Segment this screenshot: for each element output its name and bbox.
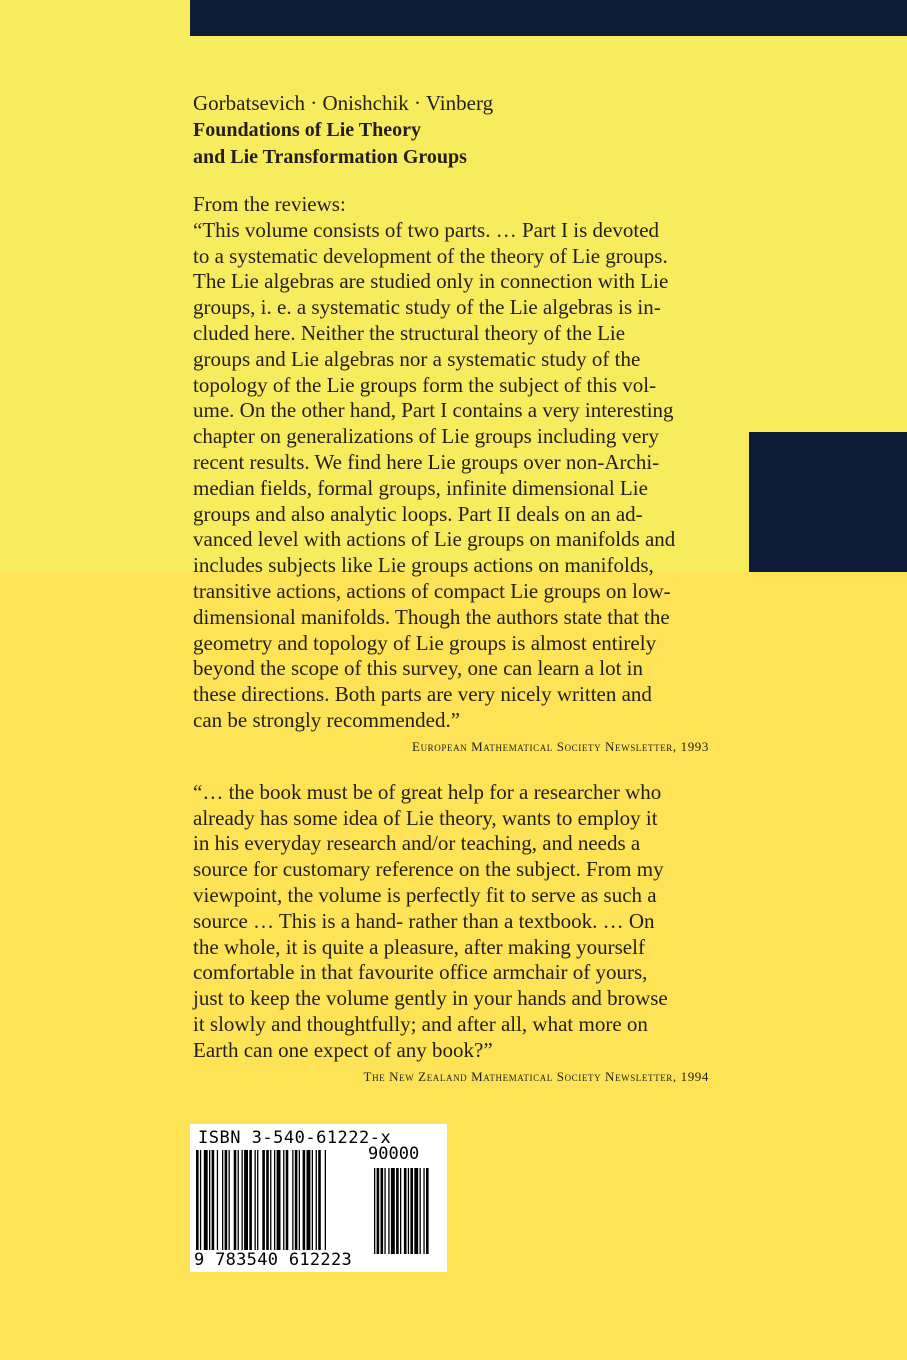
barcode-bar <box>312 1150 313 1250</box>
review-2-line: comfortable in that favourite office armchair of yours, <box>193 960 648 985</box>
review-2-text <box>193 780 723 1064</box>
review-2-line: just to keep the volume gently in your hands and browse <box>193 986 668 1011</box>
review-1-line: to a systematic development of the theory of Lie groups. <box>193 243 668 268</box>
review-1-line: these directions. Both parts are very nicely written and <box>193 682 652 707</box>
barcode-bar <box>212 1150 215 1250</box>
review-2-line: it slowly and thoughtfully; and after all, what more on <box>193 1011 648 1036</box>
review-1-line: groups, i. e. a systematic study of the Lie algebras is in- <box>193 295 661 320</box>
review-2-line: Earth can one expect of any book?” <box>193 1037 493 1062</box>
barcode-addon-bar <box>420 1168 421 1254</box>
review-1-line: beyond the scope of this survey, one can learn a lot in <box>193 656 644 681</box>
review-2-line: source for customary reference on the subject. From my <box>193 857 664 882</box>
barcode-bar <box>303 1150 306 1250</box>
right-navy-block <box>749 432 907 572</box>
barcode-addon-bar <box>410 1168 413 1254</box>
barcode-bar <box>277 1150 281 1250</box>
review-2-source: The New Zealand Mathematical Society Newsletter, 1994 <box>363 1068 709 1084</box>
barcode-bar <box>283 1150 284 1250</box>
barcode-bar <box>249 1150 252 1250</box>
barcode-bar <box>262 1150 265 1250</box>
barcode-bar <box>270 1150 271 1250</box>
barcode-bar <box>266 1150 269 1250</box>
review-1-line: groups and Lie algebras nor a systematic study of the <box>193 346 641 371</box>
barcode-addon-bar <box>384 1168 385 1254</box>
barcode-bar <box>295 1150 298 1250</box>
barcode-bar <box>217 1150 218 1250</box>
review-2-line: the whole, it is quite a pleasure, after making yourself <box>193 934 645 959</box>
barcode-bar <box>242 1150 243 1250</box>
review-1-line: median fields, formal groups, infinite dimensional Lie <box>193 475 648 500</box>
barcode-bar <box>222 1150 223 1250</box>
review-2-line: already has some idea of Lie theory, wants to employ it <box>193 805 658 830</box>
barcode-bar <box>234 1150 237 1250</box>
barcode-bar <box>238 1150 239 1250</box>
barcode-bar <box>255 1150 256 1250</box>
top-navy-bar <box>190 0 907 36</box>
barcode-bar <box>325 1150 326 1250</box>
barcode-addon-bar <box>408 1168 409 1254</box>
review-2-line: in his everyday research and/or teaching, and needs a <box>193 831 641 856</box>
barcode-addon-bar <box>388 1168 389 1254</box>
review-1-line: The Lie algebras are studied only in connection with Lie <box>193 269 669 294</box>
barcode-bar <box>299 1150 300 1250</box>
barcode-bar <box>316 1150 317 1250</box>
review-2-line: viewpoint, the volume is perfectly fit to serve as such a <box>193 882 657 907</box>
barcode-addon-bar <box>381 1168 384 1254</box>
review-2-line: source … This is a hand- rather than a textbook. … On <box>193 908 655 933</box>
review-1-line: cluded here. Neither the structural theory of the Lie <box>193 320 626 345</box>
barcode-bar <box>286 1150 289 1250</box>
review-1-line: transitive actions, actions of compact Lie groups on low- <box>193 578 671 603</box>
barcode-addon-bar <box>396 1168 399 1254</box>
review-1-line: can be strongly recommended.” <box>193 707 461 732</box>
barcode-addon-bar <box>377 1168 380 1254</box>
barcode-bar <box>307 1150 311 1250</box>
barcode-bar <box>225 1150 228 1250</box>
barcode-bar <box>209 1150 210 1250</box>
barcode-addon-bar <box>400 1168 401 1254</box>
barcode-bar <box>200 1150 201 1250</box>
barcode-bar <box>196 1150 199 1250</box>
review-1-line: recent results. We find here Lie groups over non-Archi- <box>193 449 660 474</box>
barcode-bar <box>204 1150 208 1250</box>
review-2-line: “… the book must be of great help for a researcher who <box>193 779 662 804</box>
barcode-addon-code: 90000 <box>368 1144 420 1164</box>
review-1-line: dimensional manifolds. Though the authors state that the <box>193 604 670 629</box>
review-1-line: groups and also analytic loops. Part II deals on an ad- <box>193 501 643 526</box>
barcode-bar <box>292 1150 293 1250</box>
barcode-bar <box>274 1150 275 1250</box>
review-1-line: “This volume consists of two parts. … Part I is devoted <box>193 217 660 242</box>
ean-digits: 9 783540 612223 <box>194 1250 353 1270</box>
barcode-addon-bar <box>414 1168 418 1254</box>
back-cover-text <box>193 90 723 1088</box>
barcode-bars <box>196 1150 436 1258</box>
barcode-addon-bar <box>374 1168 375 1254</box>
barcode-addon-bar <box>423 1168 424 1254</box>
authors-line: Gorbatsevich · Onishchik · Vinberg <box>193 91 494 115</box>
barcode-bar <box>244 1150 248 1250</box>
review-1-line: geometry and topology of Lie groups is almost entirely <box>193 630 657 655</box>
barcode-addon-bar <box>391 1168 395 1254</box>
review-1-line: includes subjects like Lie groups actions on manifolds, <box>193 553 654 578</box>
isbn-label: ISBN 3-540-61222-x <box>198 1128 392 1148</box>
review-1-text <box>193 218 723 734</box>
review-1-line: vanced level with actions of Lie groups on manifolds and <box>193 527 676 552</box>
book-title-line-2: and Lie Transformation Groups <box>193 146 467 168</box>
barcode-bar <box>229 1150 230 1250</box>
barcode-addon-bar <box>404 1168 407 1254</box>
review-1-line: chapter on generalizations of Lie groups including very <box>193 424 659 449</box>
review-1-line: ume. On the other hand, Part I contains a very interesting <box>193 398 674 423</box>
review-1-line: topology of the Lie groups form the subject of this vol- <box>193 372 657 397</box>
barcode-addon-bar <box>426 1168 429 1254</box>
isbn-barcode <box>190 1124 447 1272</box>
reviews-intro: From the reviews: <box>193 192 346 216</box>
review-1-source: European Mathematical Society Newsletter, 1993 <box>412 738 709 754</box>
barcode-bar <box>318 1150 321 1250</box>
book-title-line-1: Foundations of Lie Theory <box>193 119 421 141</box>
barcode-bar <box>257 1150 258 1250</box>
